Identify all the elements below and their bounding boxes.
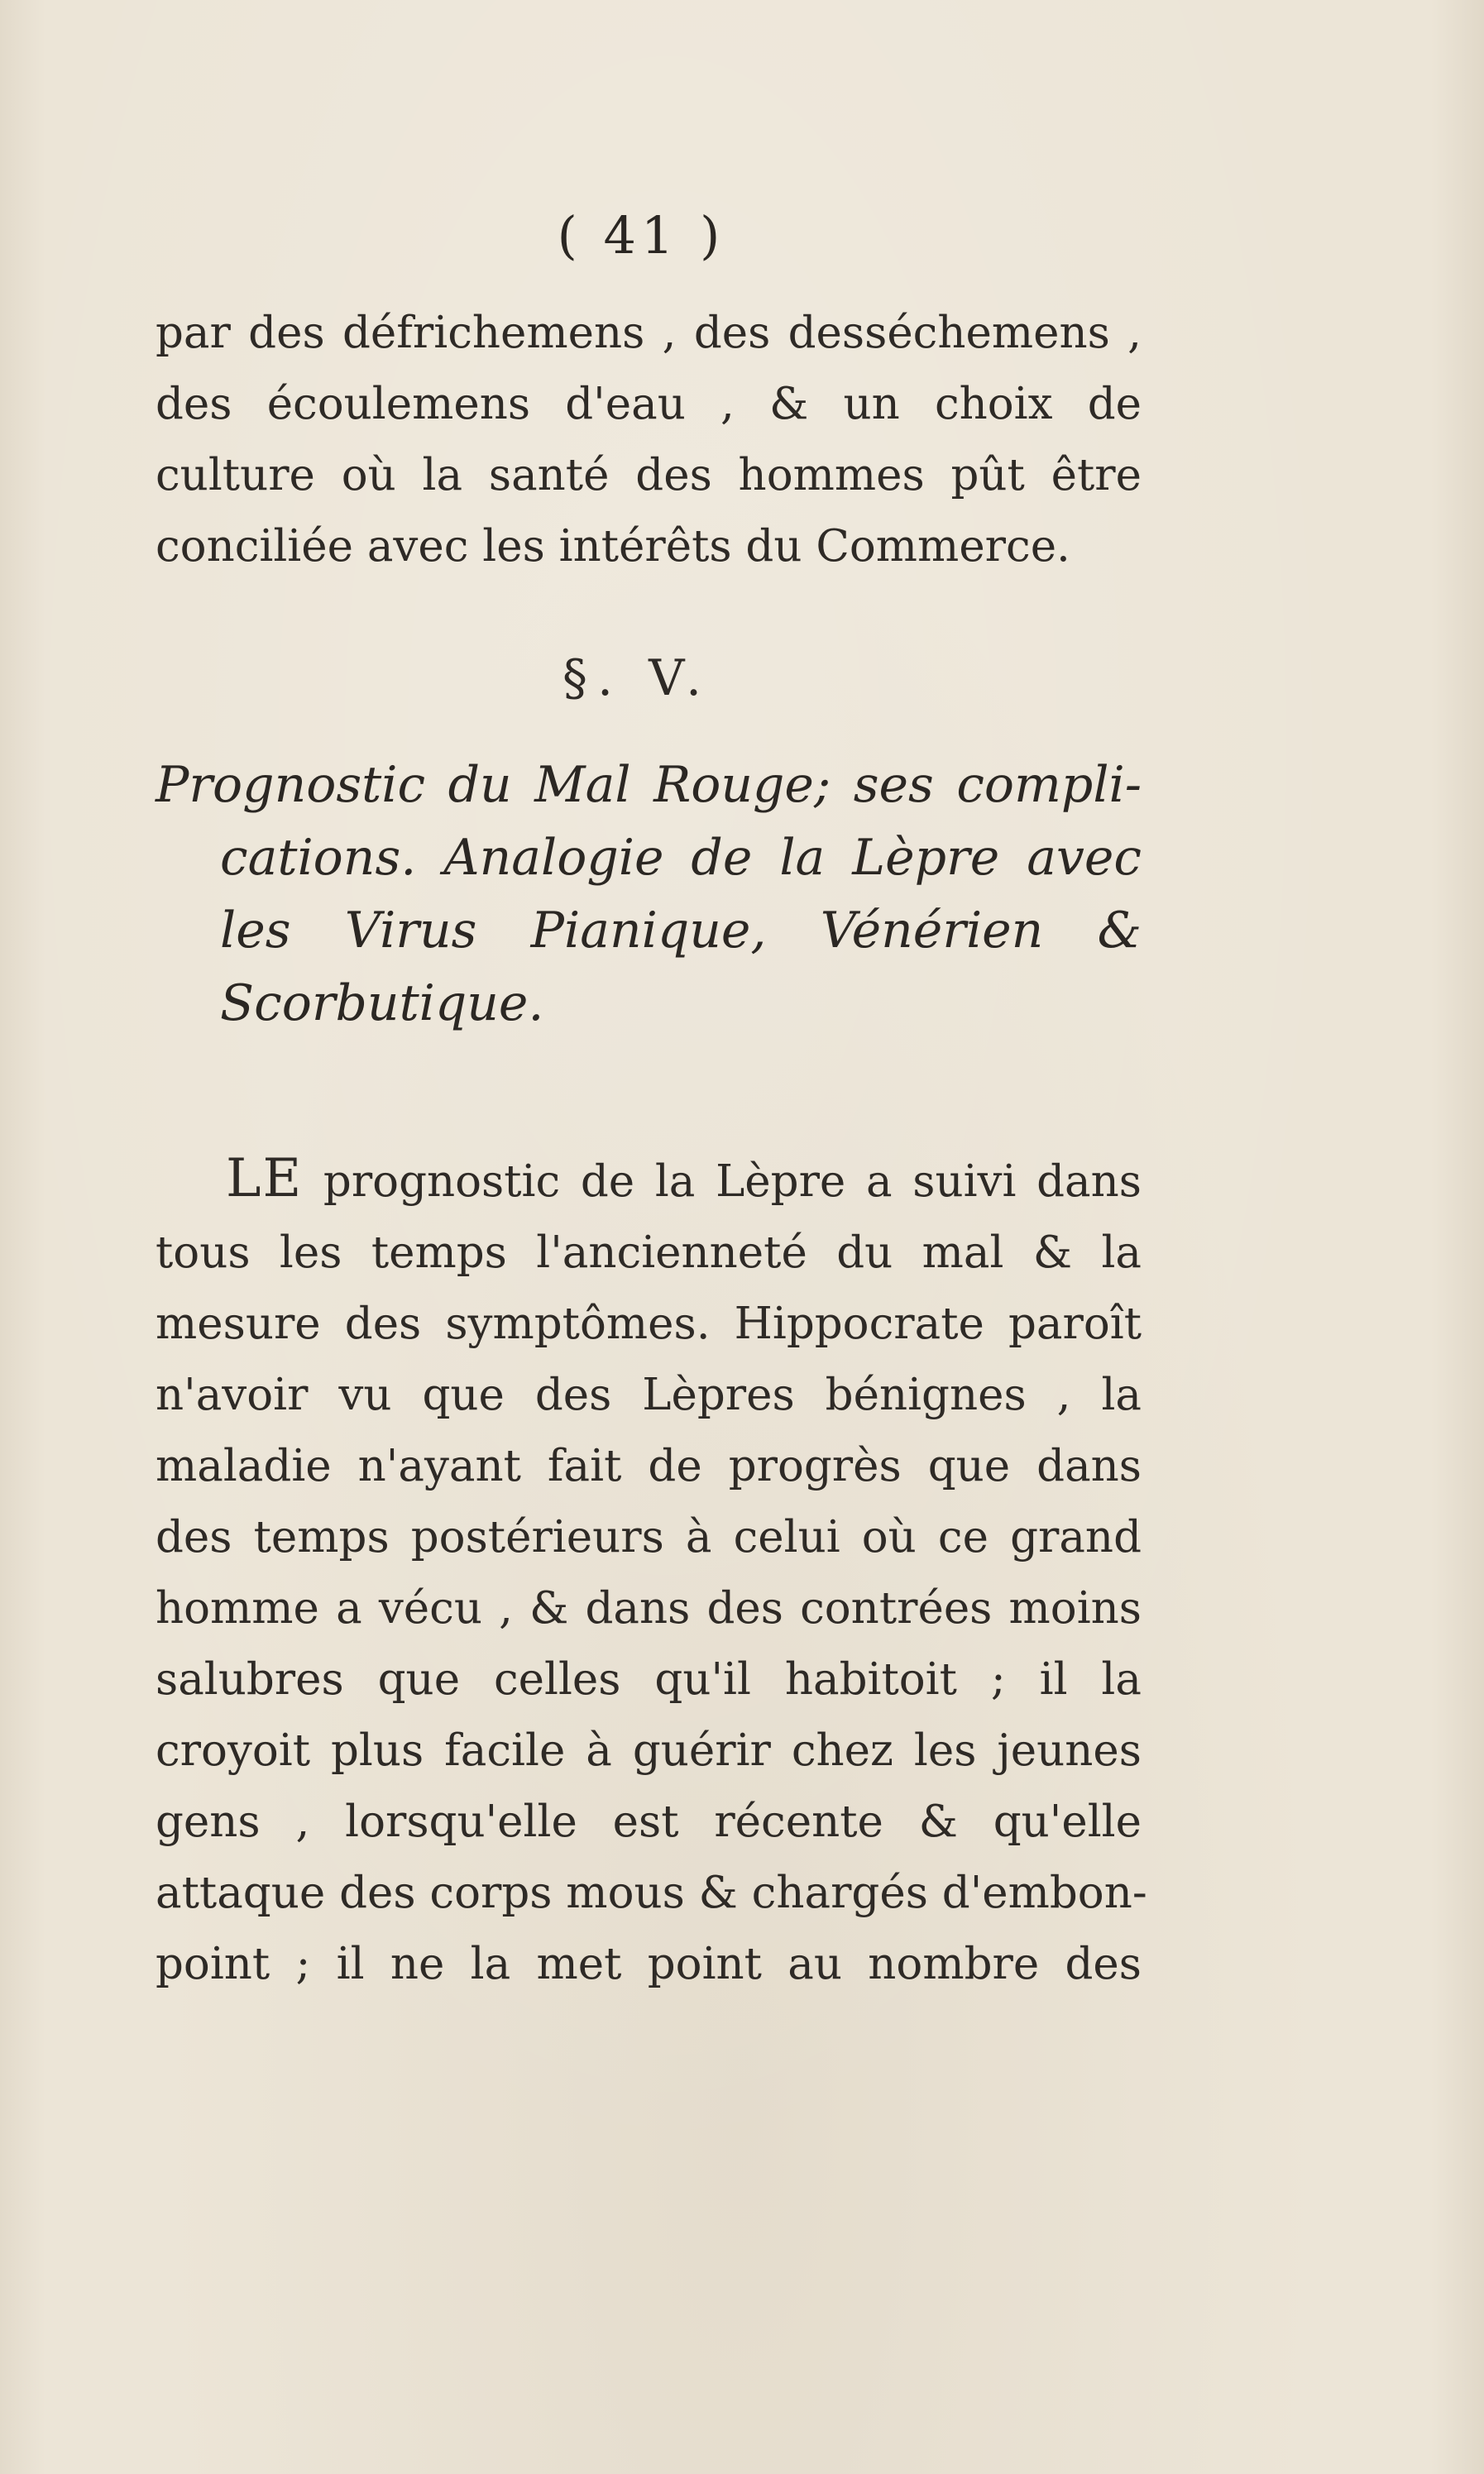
text-line: par des défrichemens , des desséchemens , — [156, 308, 1142, 358]
text-line: point ; il ne la met point au nombre des — [156, 1939, 1142, 1989]
text-line: salubres que celles qu'il habitoit ; il la — [156, 1654, 1142, 1705]
section-heading — [156, 749, 1142, 1040]
text-line: conciliée avec les intérêts du Commerce. — [156, 521, 1070, 572]
text-line: des écoulemens d'eau , & un choix de — [156, 379, 1142, 429]
text-line-rest: prognostic de la Lèpre a suivi dans — [303, 1156, 1142, 1207]
text-line: attaque des corps mous & chargés d'embon- — [156, 1868, 1147, 1918]
drop-word: LE — [226, 1148, 304, 1209]
body-paragraph — [156, 1143, 1147, 2000]
opening-paragraph — [156, 298, 1142, 582]
text-line — [156, 1143, 1142, 1218]
heading-line: les Virus Pianique, Vénérien & — [220, 902, 1142, 959]
text-line: homme a vécu , & dans des contrées moins — [156, 1583, 1142, 1634]
heading-line: Prognostic du Mal Rouge; ses compli- — [156, 756, 1142, 814]
section-number: §. V. — [562, 649, 712, 707]
text-line: maladie n'ayant fait de progrès que dans — [156, 1441, 1142, 1491]
page-number: ( 41 ) — [557, 205, 725, 266]
text-line: tous les temps l'ancienneté du mal & la — [156, 1227, 1142, 1278]
text-line: gens , lorsqu'elle est récente & qu'elle — [156, 1797, 1142, 1847]
text-line: mesure des symptômes. Hippocrate paroît — [156, 1299, 1142, 1349]
text-line: des temps postérieurs à celui où ce grand — [156, 1512, 1142, 1562]
text-line: croyoit plus facile à guérir chez les jeunes — [156, 1725, 1142, 1776]
heading-line: cations. Analogie de la Lèpre avec — [220, 829, 1142, 887]
text-line: n'avoir vu que des Lèpres bénignes , la — [156, 1370, 1142, 1420]
text-line: culture où la santé des hommes pût être — [156, 450, 1142, 500]
heading-line: Scorbutique. — [220, 974, 544, 1032]
